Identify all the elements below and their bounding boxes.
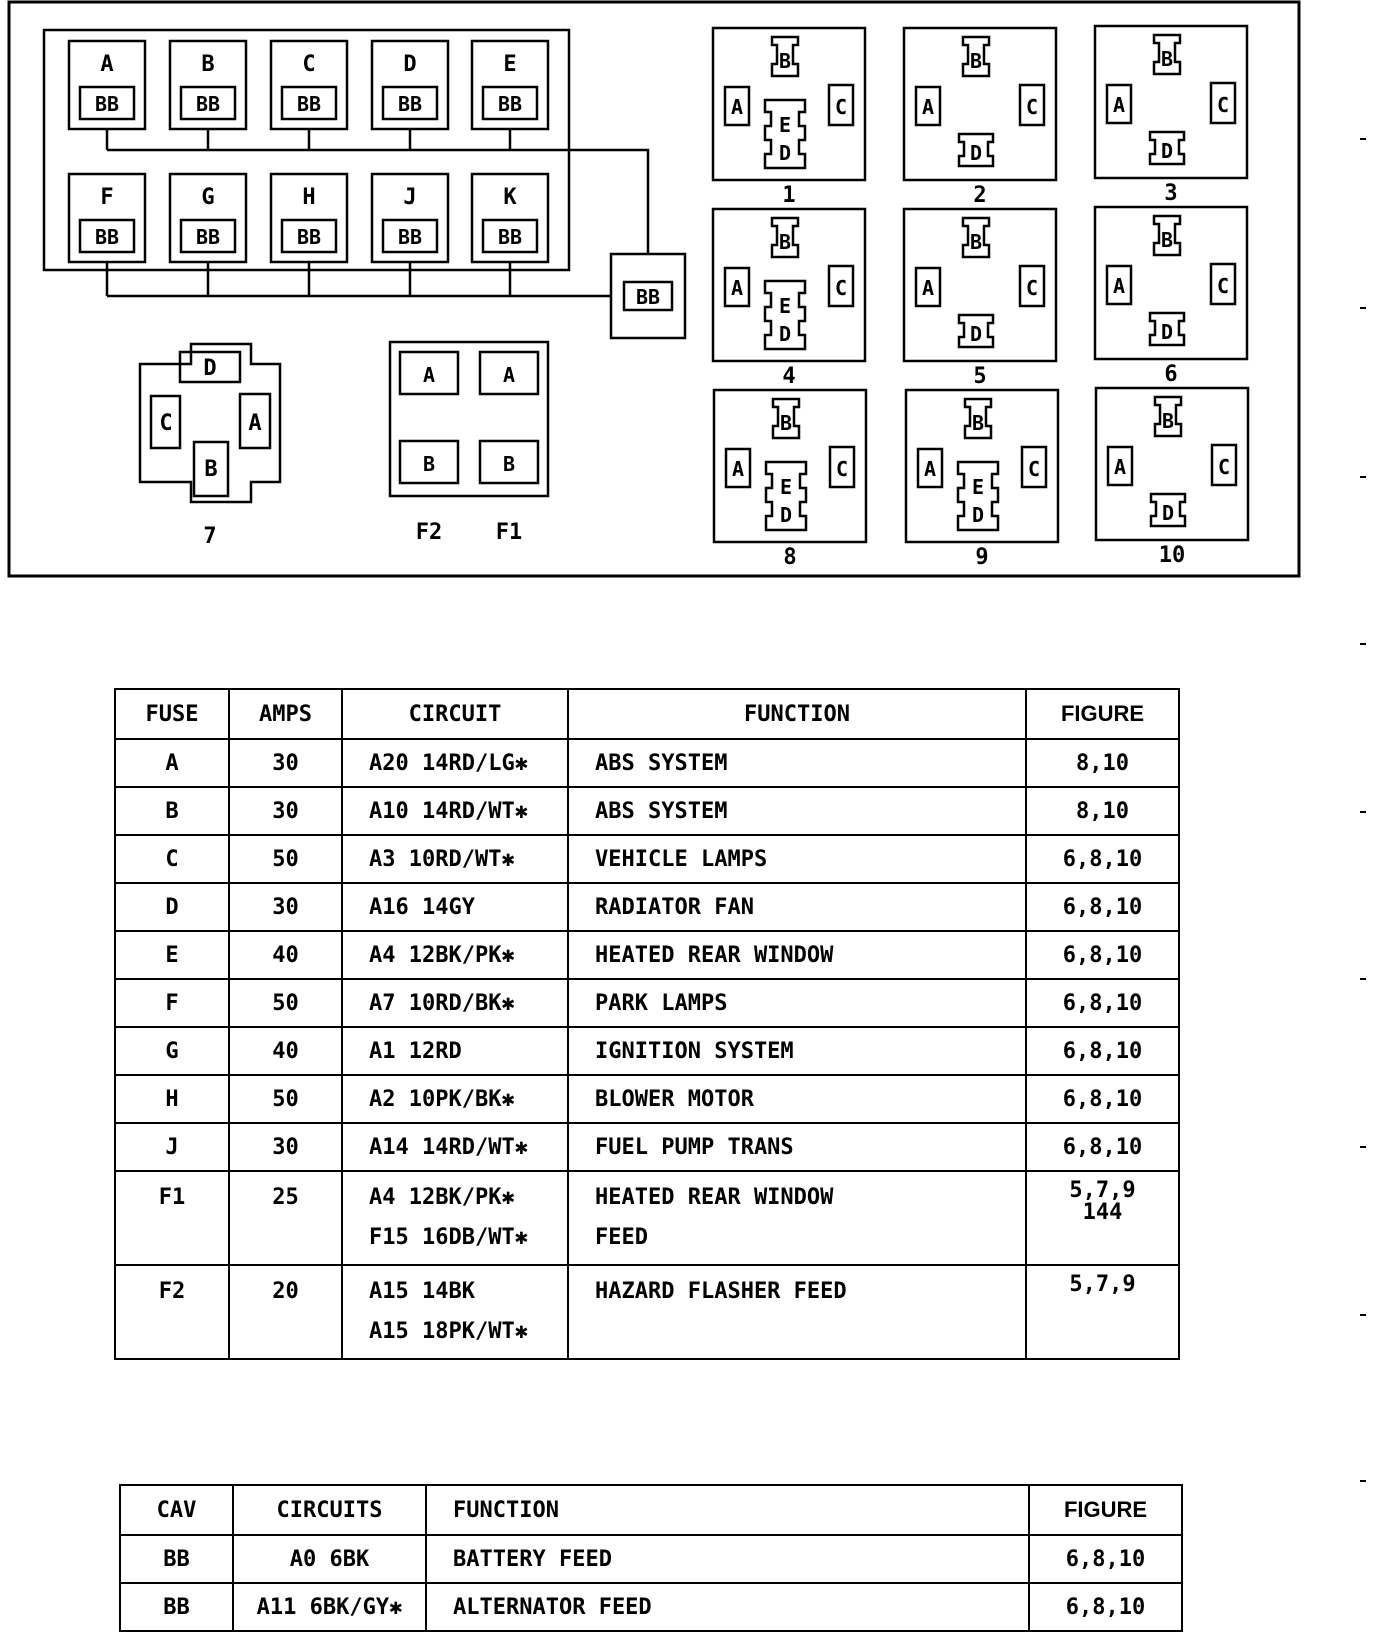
cell-line: A7 10RD/BK✱ [369,990,515,1016]
fuse-letter: D [403,52,417,77]
cell-line: 6,8,10 [1062,942,1143,968]
function-cell: ALTERNATOR FEED [426,1583,1029,1631]
figure-cell [1026,1075,1179,1123]
figure-cell [1026,883,1179,931]
relay-pin-c: C [1027,457,1041,481]
fuse-b [170,41,246,129]
figure-cell [1026,979,1179,1027]
amps-cell: 40 [229,1027,342,1075]
cell-line: FUEL PUMP TRANS [595,1134,794,1160]
fuse-letter: J [403,185,417,210]
relay-pin-d: D [971,503,985,527]
fuse-bb-label: BB [94,225,120,249]
fuse-layer [69,41,685,338]
relay-pin-a: A [921,276,935,300]
table-row [115,883,1179,931]
relay-6 [1095,207,1247,387]
circuit-cell [342,739,568,787]
fuse-cell: C [115,835,229,883]
cell-line: 6,8,10 [1062,1086,1143,1112]
circuit-cell [342,1027,568,1075]
amps-cell: 30 [229,739,342,787]
fuse-cell: A [115,739,229,787]
figure-cell [1026,835,1179,883]
relay-number: 10 [1158,543,1186,568]
relay-pin-b: B [1161,409,1175,433]
cell-line: A4 12BK/PK✱ [369,1185,515,1210]
cell-line: A10 14RD/WT✱ [369,798,528,824]
cell-line: A16 14GY [369,894,475,920]
f-fuse-block [390,342,548,545]
cell-line: 8,10 [1076,798,1129,824]
function-cell: BATTERY FEED [426,1535,1029,1583]
circuits-cell: A0 6BK [233,1535,426,1583]
cell-line: A20 14RD/LG✱ [369,750,528,776]
cav-cell: BB [120,1535,233,1583]
relay-pin-a: A [1112,93,1126,117]
relay-10 [1096,388,1248,568]
table-row [115,739,1179,787]
cell-line: A14 14RD/WT✱ [369,1134,528,1160]
connector7-cavity: D [203,356,217,381]
cell-line: A15 14BK [369,1279,475,1304]
cell-line: A3 10RD/WT✱ [369,846,515,872]
fuse-letter: E [503,52,517,77]
cell-line: ABS SYSTEM [595,750,728,776]
relay-pin-b: B [779,411,793,435]
fuse-j [372,174,448,262]
relay-pin-e: E [971,475,985,499]
function-cell [568,931,1026,979]
fuse-letter: F [100,185,114,210]
function-cell [568,1123,1026,1171]
header-function: FUNCTION [568,689,1026,739]
relay-pin-d: D [778,141,792,165]
header-circuits: CIRCUITS [233,1485,426,1535]
amps-cell: 50 [229,979,342,1027]
table-row [115,1075,1179,1123]
relay-pin-a: A [730,95,744,119]
relay-pin-b: B [969,230,983,254]
cell-line: HAZARD FLASHER FEED [595,1279,847,1304]
relay-pin-d: D [1161,501,1175,525]
circuit-cell [342,1265,568,1359]
circuit-cell [342,1123,568,1171]
relay-pin-c: C [1025,95,1039,119]
connector7-cavity: A [248,411,262,436]
table-row [115,931,1179,979]
fuse-block-diagram [0,0,1376,600]
fuse-bb-label: BB [397,225,423,249]
fuse-bb-label: BB [497,92,523,116]
table-row [115,1171,1179,1265]
cell-line: A1 12RD [369,1038,462,1064]
cell-line: A2 10PK/BK✱ [369,1086,515,1112]
fuse-c [271,41,347,129]
relay-pin-c: C [1216,93,1230,117]
cell-line: 8,10 [1076,750,1129,776]
cell-line: 144 [1082,1200,1123,1225]
f-fuse-terminal: B [502,452,516,476]
function-cell [568,1265,1026,1359]
relay-pin-b: B [969,49,983,73]
circuit-cell [342,835,568,883]
connector-7 [140,344,280,549]
cell-line: 6,8,10 [1062,1038,1143,1064]
figure-cell [1026,1171,1179,1265]
figure-cell [1026,739,1179,787]
relay-pin-d: D [1160,320,1174,344]
connector7-cavity: B [204,457,218,482]
fuse-letter: G [201,185,215,210]
connector7-cavity: C [159,411,173,436]
fuse-cell: F1 [115,1171,229,1265]
relay-pin-d: D [969,141,983,165]
relay-number: 9 [975,545,989,570]
relay-1 [713,28,865,208]
header-cav: CAV [120,1485,233,1535]
circuits-cell: A11 6BK/GY✱ [233,1583,426,1631]
header-function: FUNCTION [426,1485,1029,1535]
table-row [115,835,1179,883]
fuse-cell: F2 [115,1265,229,1359]
relay-number: 2 [973,183,987,208]
cell-line: A15 18PK/WT✱ [369,1319,528,1344]
fuse-f [69,174,145,262]
amps-cell: 40 [229,931,342,979]
fuse-cell: H [115,1075,229,1123]
table-row [115,979,1179,1027]
header-circuit: CIRCUIT [342,689,568,739]
cell-line: 5,7,9 [1069,1272,1136,1297]
function-cell [568,1075,1026,1123]
table-row [115,787,1179,835]
figure-cell [1026,931,1179,979]
relay-pin-a: A [923,457,937,481]
cell-line: ABS SYSTEM [595,798,728,824]
cell-line: 6,8,10 [1062,894,1143,920]
relay-4 [713,209,865,389]
relay-pin-d: D [779,503,793,527]
cell-line: HEATED REAR WINDOW [595,1185,834,1210]
main-bb-terminal [611,254,685,338]
fuse-table-header [115,689,1179,739]
fuse-k [472,174,548,262]
relay-pin-e: E [779,475,793,499]
cell-line: 5,7,9 [1069,1178,1136,1203]
table-row [120,1535,1182,1583]
cell-line: PARK LAMPS [595,990,728,1016]
fuse-bb-label: BB [195,92,221,116]
amps-cell: 25 [229,1171,342,1265]
f-fuse-terminal: B [422,452,436,476]
relay-pin-a: A [1112,274,1126,298]
function-cell [568,979,1026,1027]
relay-pin-d: D [778,322,792,346]
fuse-bb-label: BB [195,225,221,249]
relay-number: 8 [783,545,797,570]
relay-pin-a: A [921,95,935,119]
figure-cell [1026,1027,1179,1075]
cell-line: FEED [595,1225,648,1250]
fuse-e [472,41,548,129]
relay-pin-a: A [1113,455,1127,479]
amps-cell: 50 [229,835,342,883]
relay-pin-c: C [835,457,849,481]
figure-cell [1026,1265,1179,1359]
circuit-cell [342,787,568,835]
relay-pin-c: C [834,95,848,119]
relay-pin-b: B [1160,228,1174,252]
relay-pin-c: C [1217,455,1231,479]
figure-cell: 6,8,10 [1029,1583,1182,1631]
circuit-cell [342,883,568,931]
f-fuse-label: F1 [495,520,523,545]
relay-pin-b: B [971,411,985,435]
circuit-cell [342,1075,568,1123]
relay-number: 6 [1164,362,1178,387]
fuse-d [372,41,448,129]
relay-pin-c: C [834,276,848,300]
cav-cell: BB [120,1583,233,1631]
f-fuse-terminal: A [502,363,516,387]
fuse-cell: D [115,883,229,931]
amps-cell: 30 [229,1123,342,1171]
relay-pin-c: C [1025,276,1039,300]
fuse-letter: H [302,185,316,210]
cell-line: RADIATOR FAN [595,894,754,920]
relay-2 [904,28,1056,208]
fuse-bb-label: BB [94,92,120,116]
function-cell [568,787,1026,835]
header-figure: FIGURE [1029,1485,1182,1535]
fuse-letter: C [302,52,316,77]
fuse-letter: K [503,185,517,210]
relay-pin-a: A [730,276,744,300]
header-amps: AMPS [229,689,342,739]
amps-cell: 30 [229,883,342,931]
table-row [115,1027,1179,1075]
relay-pin-b: B [778,49,792,73]
function-cell [568,739,1026,787]
relay-pin-c: C [1216,274,1230,298]
cell-line: A4 12BK/PK✱ [369,942,515,968]
circuit-cell [342,1171,568,1265]
cell-line: 6,8,10 [1062,1134,1143,1160]
f-fuse-label: F2 [415,520,443,545]
relay-8 [714,390,866,570]
fuse-a [69,41,145,129]
fuse-letter: A [100,52,114,77]
relay-number: 5 [973,364,987,389]
cell-line: 6,8,10 [1062,846,1143,872]
relay-5 [904,209,1056,389]
function-cell [568,1027,1026,1075]
fuse-cell: G [115,1027,229,1075]
relay-pin-b: B [778,230,792,254]
relay-pin-e: E [778,113,792,137]
fuse-bb-label: BB [397,92,423,116]
fuse-cell: F [115,979,229,1027]
amps-cell: 30 [229,787,342,835]
relay-number: 3 [1164,181,1178,206]
relay-pin-a: A [731,457,745,481]
fuse-cell: E [115,931,229,979]
table-row [120,1583,1182,1631]
relay-number: 1 [782,183,796,208]
connector7-number: 7 [203,524,217,549]
cell-line: F15 16DB/WT✱ [369,1225,528,1250]
relay-pin-b: B [1160,47,1174,71]
cavity-table [119,1484,1183,1632]
fuse-cell: B [115,787,229,835]
header-figure: FIGURE [1026,689,1179,739]
relay-pin-e: E [778,294,792,318]
function-cell [568,835,1026,883]
cell-line: 6,8,10 [1062,990,1143,1016]
fuse-letter: B [201,52,215,77]
cell-line: BLOWER MOTOR [595,1086,754,1112]
figure-cell: 6,8,10 [1029,1535,1182,1583]
circuit-cell [342,979,568,1027]
relay-number: 4 [782,364,796,389]
function-cell [568,883,1026,931]
amps-cell: 50 [229,1075,342,1123]
fuse-cell: J [115,1123,229,1171]
f-fuse-terminal: A [422,363,436,387]
figure-cell [1026,787,1179,835]
fuse-bb-label: BB [296,225,322,249]
cell-line: VEHICLE LAMPS [595,846,768,872]
relay-pin-d: D [969,322,983,346]
circuit-cell [342,931,568,979]
relay-layer [713,26,1248,570]
fuse-bb-label: BB [296,92,322,116]
table-row [115,1123,1179,1171]
relay-pin-d: D [1160,139,1174,163]
fuse-h [271,174,347,262]
fuse-table [114,688,1180,1360]
cell-line: IGNITION SYSTEM [595,1038,794,1064]
main-bb-label: BB [635,285,661,309]
header-fuse: FUSE [115,689,229,739]
cav-table-header [120,1485,1182,1535]
amps-cell: 20 [229,1265,342,1359]
cell-line: HEATED REAR WINDOW [595,942,834,968]
table-row [115,1265,1179,1359]
figure-cell [1026,1123,1179,1171]
fuse-g [170,174,246,262]
fuse-bb-label: BB [497,225,523,249]
function-cell [568,1171,1026,1265]
relay-9 [906,390,1058,570]
relay-3 [1095,26,1247,206]
